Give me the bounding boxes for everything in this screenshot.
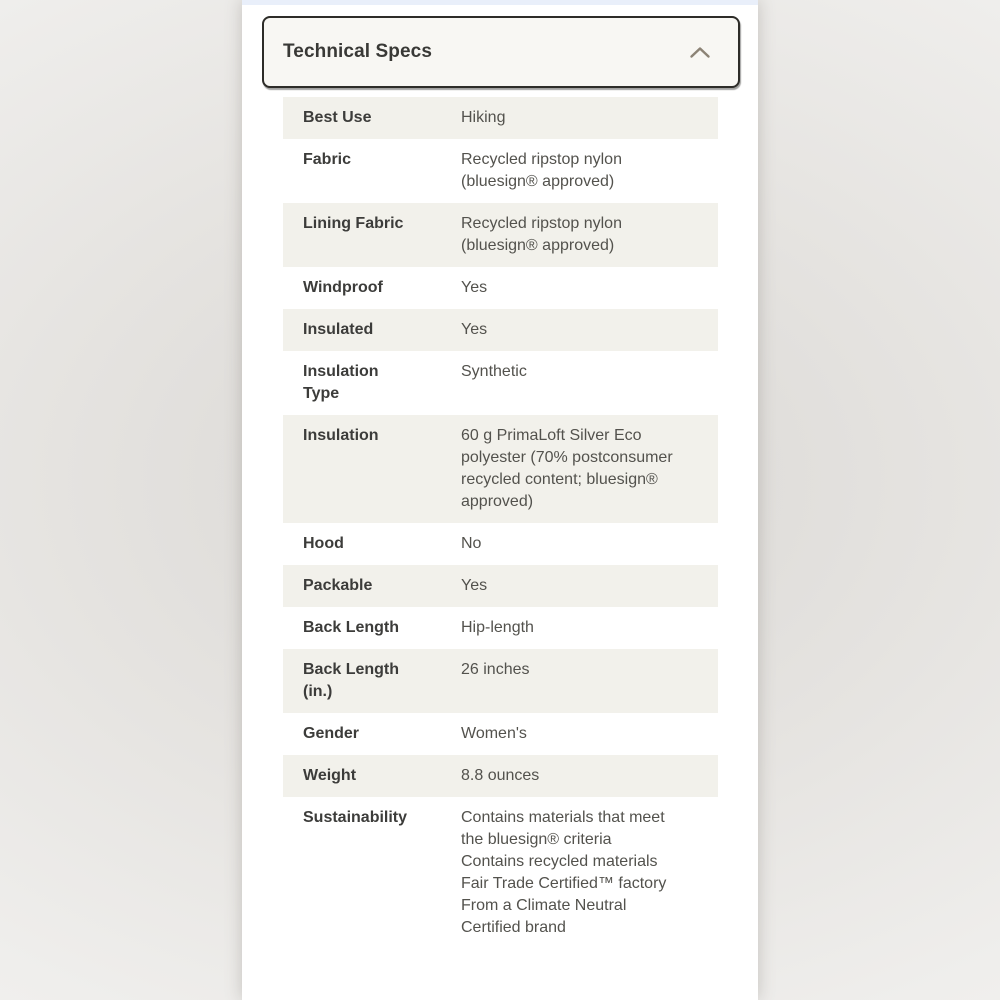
spec-row <box>283 755 718 797</box>
spec-value: Recycled ripstop nylon (bluesign® approved) <box>461 215 622 254</box>
spec-value-line: Contains materials that meet the bluesign® criteria <box>461 809 665 848</box>
spec-label: Insulation <box>303 427 379 444</box>
spec-value: Hiking <box>461 109 506 126</box>
spec-label: Insulated <box>303 321 374 338</box>
spec-value: Hip-length <box>461 619 534 636</box>
top-highlight-strip <box>242 0 758 5</box>
spec-label: Back Length <box>303 619 400 636</box>
spec-row <box>283 713 718 755</box>
spec-value: Yes <box>461 577 488 594</box>
spec-row <box>283 267 718 309</box>
spec-value: Yes <box>461 279 488 296</box>
product-details-panel <box>242 0 758 1000</box>
spec-label: Packable <box>303 577 373 594</box>
spec-value: Women's <box>461 725 527 742</box>
spec-label: Sustainability <box>303 809 408 826</box>
spec-label: Hood <box>303 535 344 552</box>
technical-specs-table <box>283 97 718 949</box>
spec-row <box>283 607 718 649</box>
spec-label: Gender <box>303 725 360 742</box>
spec-value: Synthetic <box>461 363 527 380</box>
spec-value: 8.8 ounces <box>461 767 540 784</box>
spec-row <box>283 309 718 351</box>
spec-label: Best Use <box>303 109 372 126</box>
spec-value: 26 inches <box>461 661 530 678</box>
spec-label: Windproof <box>303 279 383 296</box>
accordion-title: Technical Specs <box>283 41 432 62</box>
spec-row <box>283 139 718 203</box>
spec-value: Recycled ripstop nylon (bluesign® approved) <box>461 151 622 190</box>
spec-label: Back Length (in.) <box>303 661 400 700</box>
spec-label: Insulation Type <box>303 363 379 402</box>
spec-row <box>283 649 718 713</box>
spec-row <box>283 351 718 415</box>
spec-label: Weight <box>303 767 357 784</box>
spec-label: Lining Fabric <box>303 215 404 232</box>
chevron-up-icon <box>689 45 711 59</box>
spec-label: Fabric <box>303 151 352 168</box>
spec-value <box>461 807 675 939</box>
spec-value-line: From a Climate Neutral Certified brand <box>461 897 627 936</box>
spec-row <box>283 797 718 949</box>
spec-value-line: Contains recycled materials <box>461 853 658 870</box>
spec-value: 60 g PrimaLoft Silver Eco polyester (70% postconsumer recycled content; bluesign® approved) <box>461 427 673 510</box>
technical-specs-accordion-toggle[interactable] <box>262 16 740 88</box>
spec-value: No <box>461 535 482 552</box>
spec-row <box>283 97 718 139</box>
spec-row <box>283 565 718 607</box>
spec-row <box>283 523 718 565</box>
spec-value-line: Fair Trade Certified™ factory <box>461 875 667 892</box>
spec-row <box>283 415 718 523</box>
spec-value: Yes <box>461 321 488 338</box>
spec-row <box>283 203 718 267</box>
